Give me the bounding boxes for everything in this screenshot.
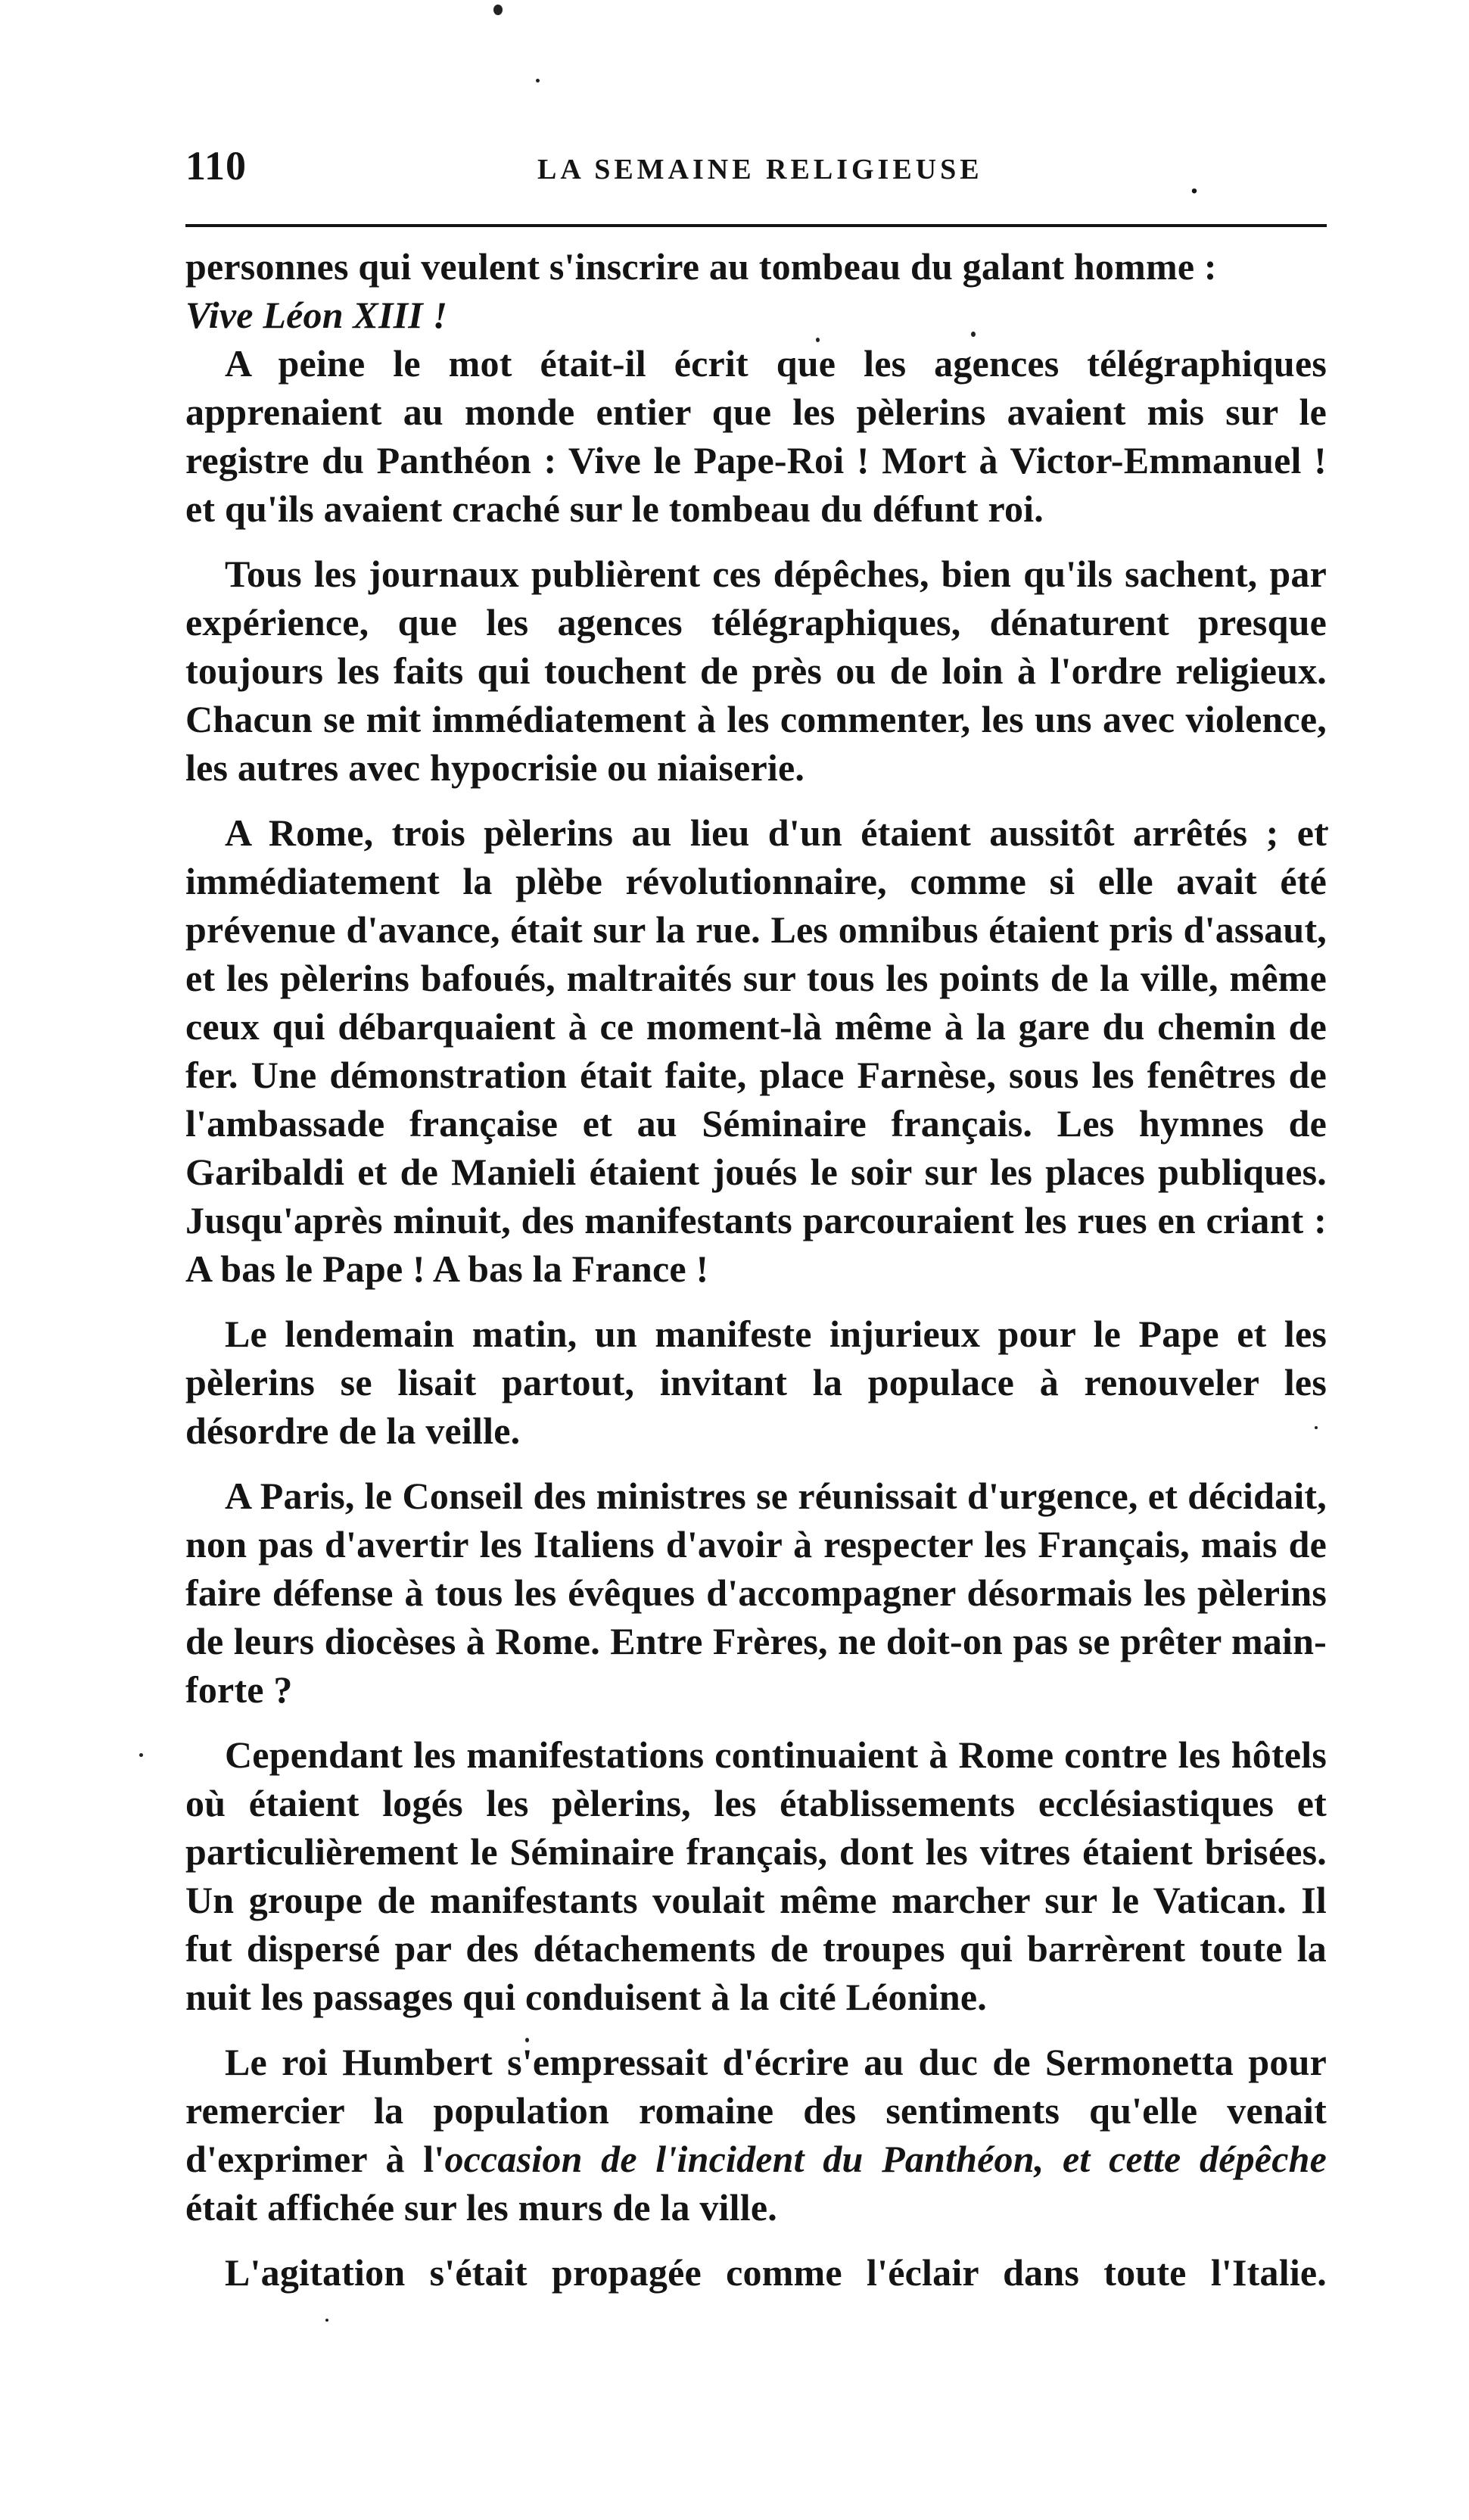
page-header	[185, 142, 1328, 203]
paragraph-text: A peine le mot était-il écrit que les agences télégraphiques apprenaient au monde entier que les pèlerins avaient mis sur le registre du Panthéon : Vive le Pape-Roi ! Mort à Victor-Emmanuel ! et qu'ils avaient craché sur le tombeau du défunt roi.	[185, 342, 1327, 530]
paragraph	[185, 2038, 1327, 2232]
article-body	[185, 242, 1327, 2297]
italic-phrase: occasion de l'incident du Panthéon, et cette dépêche	[444, 2138, 1327, 2180]
paragraph	[185, 1472, 1327, 1714]
running-title: LA SEMAINE RELIGIEUSE	[537, 154, 983, 185]
paragraph	[185, 1730, 1327, 2021]
paragraph	[185, 808, 1327, 1293]
paragraph	[185, 550, 1327, 792]
paragraph-text: était affichée sur les murs de la ville.	[185, 2186, 777, 2229]
paragraph	[185, 339, 1327, 533]
ink-speck	[536, 79, 540, 83]
ink-speck	[493, 5, 503, 15]
header-rule	[185, 224, 1327, 227]
paragraph-text: A Paris, le Conseil des ministres se réunissait d'urgence, et décidait, non pas d'avertir les Italiens d'avoir à respecter les Français, mais de faire défense à tous les évêques d'accompagner désormais les pèlerins de leurs diocèses à Rome. Entre Frères, ne doit-on pas se prêter main-forte ?	[185, 1475, 1327, 1711]
paragraph	[185, 242, 1327, 339]
paragraph-text: A Rome, trois pèlerins au lieu d'un étaient aussitôt arrêtés ; et immédiatement la plèbe révolutionnaire, comme si elle avait été prévenue d'avance, était sur la rue. Les omnibus étaient pris d'assaut, et les pèlerins bafoués, maltraités sur tous les points de la ville, même ceux qui débarquaient à ce moment-là même à la gare du chemin de fer. Une démonstration était faite, place Farnèse, sous les fenêtres de l'ambassade française et au Séminaire français. Les hymnes de Garibaldi et de Manieli étaient joués le soir sur les places publiques. Jusqu'après minuit, des manifestants parcouraient les rues en criant : A bas le Pape ! A bas la France !	[185, 811, 1327, 1290]
italic-exclamation: Vive Léon XIII !	[185, 294, 448, 336]
paragraph	[185, 2248, 1327, 2297]
paragraph-text: Le roi Humbert s'empressait d'écrire au duc de Sermonetta pour remercier la population romaine des sentiments qu'elle venait d'exprimer à l'	[185, 2041, 1327, 2180]
header-mark: .	[1190, 166, 1198, 200]
paragraph	[185, 1310, 1327, 1455]
paragraph-text: L'agitation s'était propagée comme l'éclair dans toute l'Italie.	[225, 2251, 1327, 2294]
paragraph-text: personnes qui veulent s'inscrire au tombeau du galant homme :	[185, 245, 1217, 288]
paragraph-text: Le lendemain matin, un manifeste injurieux pour le Pape et les pèlerins se lisait partout, invitant la populace à renouveler les désordre de la veille.	[185, 1313, 1327, 1452]
paragraph-text: Tous les journaux publièrent ces dépêches, bien qu'ils sachent, par expérience, que les agences télégraphiques, dénaturent presque toujours les faits qui touchent de près ou de loin à l'ordre religieux. Chacun se mit immédiatement à les commenter, les uns avec violence, les autres avec hypocrisie ou niaiserie.	[185, 553, 1327, 789]
ink-speck	[139, 1753, 143, 1757]
page-number: 110	[185, 143, 247, 188]
paragraph-text: Cependant les manifestations continuaient à Rome contre les hôtels où étaient logés les pèlerins, les établissements ecclésiastiques et particulièrement le Séminaire français, dont les vitres étaient brisées. Un groupe de manifestants voulait même marcher sur le Vatican. Il fut dispersé par des détachements de troupes qui barrèrent toute la nuit les passages qui conduisent à la cité Léonine.	[185, 1733, 1327, 2018]
ink-speck	[325, 2319, 328, 2322]
